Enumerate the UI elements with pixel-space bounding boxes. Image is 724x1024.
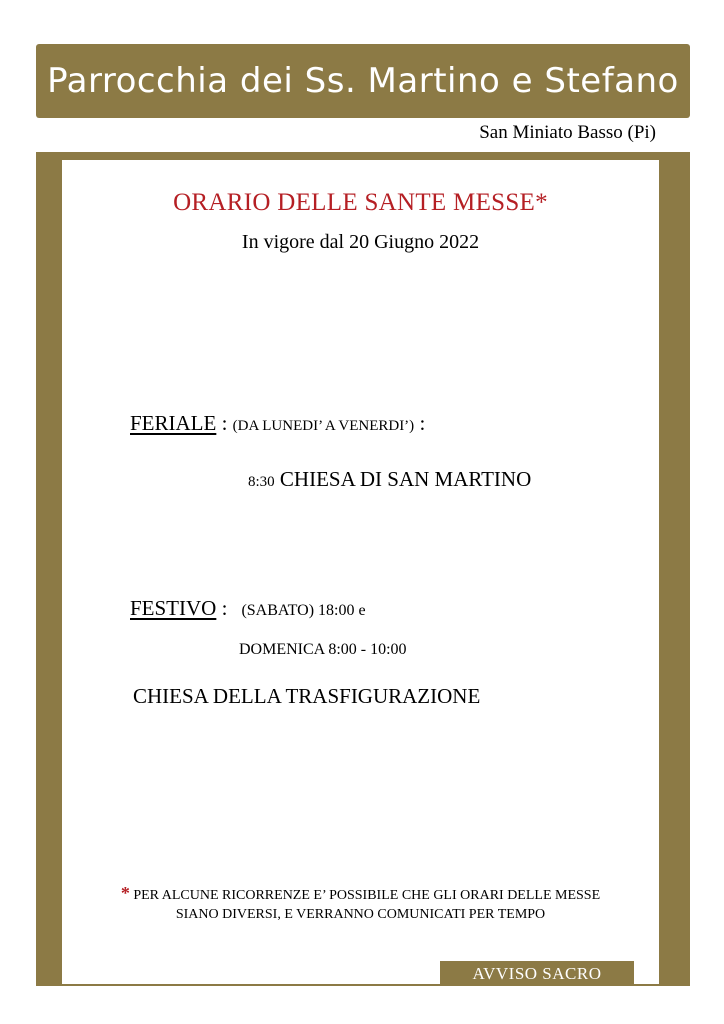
parish-location: San Miniato Basso (Pi) xyxy=(479,122,656,143)
footnote xyxy=(62,884,659,924)
footnote-asterisk: * xyxy=(120,883,130,903)
feriale-section xyxy=(130,411,425,436)
header-banner xyxy=(36,44,690,118)
festivo-church: CHIESA DELLA TRASFIGURAZIONE xyxy=(133,684,481,708)
feriale-schedule xyxy=(248,467,531,492)
effective-date: In vigore dal 20 Giugno 2022 xyxy=(241,231,480,253)
festivo-label: FESTIVO xyxy=(130,596,217,620)
feriale-separator: : xyxy=(216,411,233,435)
festivo-sunday: DOMENICA 8:00 - 10:00 xyxy=(239,641,407,658)
heading-text: ORARIO DELLE SANTE MESSE xyxy=(173,189,536,216)
footer-badge: AVVISO SACRO xyxy=(440,961,634,985)
footnote-line-2: SIANO DIVERSI, E VERRANNO COMUNICATI PER TEMPO xyxy=(175,907,546,922)
parish-title: Parrocchia dei Ss. Martino e Stefano xyxy=(47,61,679,101)
frame-left-border xyxy=(36,152,62,986)
feriale-time: 8:30 xyxy=(248,474,275,490)
feriale-label: FERIALE xyxy=(130,411,217,435)
festivo-separator: : xyxy=(216,596,228,620)
feriale-days: (DA LUNEDI’ A VENERDI’) xyxy=(232,418,415,434)
frame-top-border xyxy=(36,152,690,160)
festivo-saturday: (SABATO) 18:00 e xyxy=(241,602,366,619)
footnote-line-1 xyxy=(62,884,659,905)
festivo-section xyxy=(130,596,366,621)
footnote-text-1: PER ALCUNE RICORRENZE E’ POSSIBILE CHE GLI ORARI DELLE MESSE xyxy=(129,888,601,903)
feriale-church: CHIESA DI SAN MARTINO xyxy=(274,467,532,491)
frame-right-border xyxy=(659,152,690,986)
feriale-end: : xyxy=(414,411,426,435)
heading-asterisk: * xyxy=(535,189,548,216)
mass-schedule-heading xyxy=(62,189,659,217)
